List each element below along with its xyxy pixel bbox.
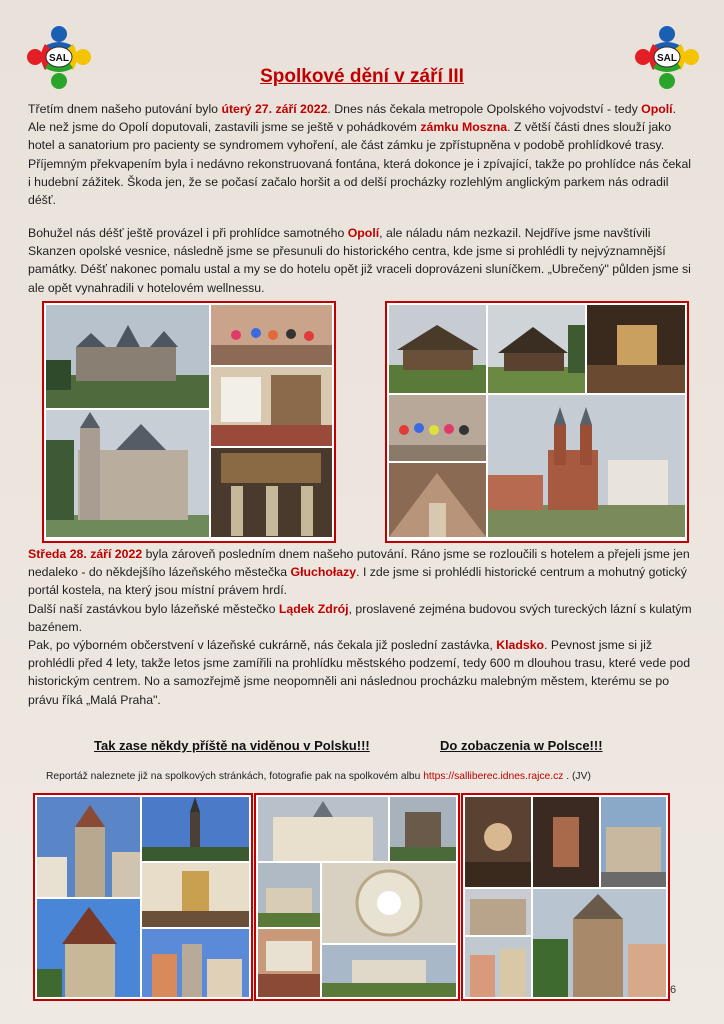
interior-photo-icon (211, 448, 332, 537)
para3-text-1: byla zároveň posledním dnem našeho putování. Ráno jsme se rozloučili s hotelem a přejeli jsme jen nedaleko - do někdejšího lázeňského městečka (28, 547, 690, 580)
para3-date: Středa 28. září 2022 (28, 547, 143, 561)
church-photo-icon (37, 899, 140, 997)
church-photo-icon (488, 395, 685, 537)
dome-photo-icon (322, 863, 456, 943)
para3-text-6: . Pevnost jsme si již prohlédli před 4 lety, takže letos jsme zamířili na prohlídku městského podzemí, tedy 600 m dlouhou trasu, které vede pod historickým centrem. No a samozřejmě jsme neopomněli ani následnou procházku malebným městem, kterému se po právu říká „Malá Praha". (28, 638, 691, 707)
photo-gallery-moszna (42, 301, 336, 543)
para1-text-2: . Dnes nás čekala metropole Opolského vojvodství - tedy (327, 102, 642, 116)
castle-photo-icon (46, 410, 209, 537)
interior-photo-icon (142, 863, 249, 927)
paragraph-1 (28, 100, 696, 209)
logo-text: SAL (49, 53, 69, 64)
town-photo-icon (258, 797, 388, 861)
para1-castle: zámku Moszna (420, 120, 508, 135)
para1-text-3: . Ale než jsme do Opolí doputovali, zastavili jsme se ještě v pohádkovém (28, 102, 676, 135)
para2-text-2: , ale náladu nám nezkazil. Nejdříve jsme navštívili Skanzen opolské vesnice, následně jsme se přesunuli do historického centra, kde jsme si prohlédli ty nejvýznamnější památky. Déšť nakonec pomalu ustal a my se do hotelu opět již vraceli doprovázeni sluníčkem. „Ubrečený" půlden jsme si ale opět vynahradili v hotelovém wellnessu. (28, 226, 691, 295)
group-photo-icon (389, 395, 486, 461)
para3-town-2: Lądek Zdrój (278, 601, 349, 616)
photo-gallery-glucholazy (33, 793, 253, 1001)
report-note (46, 771, 591, 782)
para2-city: Opolí (347, 226, 380, 240)
castle-photo-icon (46, 305, 209, 408)
para3-text-3: Další naší zastávkou bylo lázeňské městečko (28, 601, 279, 616)
interior-photo-icon (587, 305, 685, 393)
para1-date: úterý 27. září 2022 (221, 102, 328, 116)
para1-city: Opolí (641, 102, 673, 116)
castle-photo-icon (390, 797, 456, 861)
town-photo-icon (465, 889, 531, 935)
album-link[interactable]: https://salliberec.idnes.rajce.cz (423, 771, 564, 782)
para2-text-1: Bohužel nás déšť ještě provázel i při prohlídce samotného (28, 226, 348, 240)
town-photo-icon (258, 863, 320, 927)
interior-photo-icon (258, 929, 320, 997)
town-photo-icon (465, 937, 531, 997)
photo-gallery-kladsko (461, 793, 670, 1001)
town-photo-icon (322, 945, 456, 997)
para3-town-1: Głuchołazy (290, 565, 357, 580)
group-photo-icon (211, 305, 332, 365)
logo-text: SAL (657, 53, 677, 64)
para3-text-5: Pak, po výborném občerstvení v lázeňské cukrárně, nás čekala již poslední zastávka, (28, 638, 497, 653)
photo-gallery-ladek-zdroj (254, 793, 460, 1001)
interior-photo-icon (211, 367, 332, 446)
page-title: Spolkové dění v září III (260, 66, 464, 87)
interior-photo-icon (465, 797, 531, 887)
page-number: 6 (670, 984, 677, 996)
paragraph-3 (28, 545, 696, 709)
interior-photo-icon (533, 797, 599, 887)
church-photo-icon (37, 797, 140, 897)
report-suffix: . (JV) (563, 771, 591, 782)
paragraph-2 (28, 224, 696, 297)
slogan-czech: Tak zase někdy příště na viděnou v Polsku!!! (94, 738, 370, 753)
town-photo-icon (142, 929, 249, 997)
para3-text-4: , proslavené zejména budovou svých tureckých lázní s kulatým bazénem. (28, 601, 692, 634)
report-text: Reportáž naleznete již na spolkových stránkách, fotografie pak na spolkovém albu (46, 771, 424, 782)
church-photo-icon (533, 889, 666, 997)
para3-text-2: . I zde jsme si prohlédli historické centrum a mohutný gotický portál kostela, na který jsou místní právem hrdí. (28, 565, 687, 598)
skanzen-photo-icon (488, 305, 585, 393)
slogan-polish: Do zobaczenia w Polsce!!! (440, 738, 603, 753)
para3-town-3: Kladsko (496, 638, 545, 653)
church-photo-icon (142, 797, 249, 861)
para1-text-4: . Z větší části dnes slouží jako hotel a sanatorium pro pacienty se syndromem vyhoření, ale část zámku je zpřístupněna v podobě prohlídkové trasy. Příjemným překvapením byla i nedávno rekonstruovaná fontána, která dokonce je i zpívající, takže po prohlídce nás čekal i hudební zážitek. Škoda jen, že se počasí začalo horšit a od delší procházky rozlehlým anglickým parkem nás odradil déšť. (28, 120, 692, 208)
interior-photo-icon (389, 463, 486, 537)
photo-gallery-opole (385, 301, 689, 543)
town-photo-icon (601, 797, 666, 887)
para1-text-1: Třetím dnem našeho putování bylo (28, 102, 222, 116)
skanzen-photo-icon (389, 305, 486, 393)
